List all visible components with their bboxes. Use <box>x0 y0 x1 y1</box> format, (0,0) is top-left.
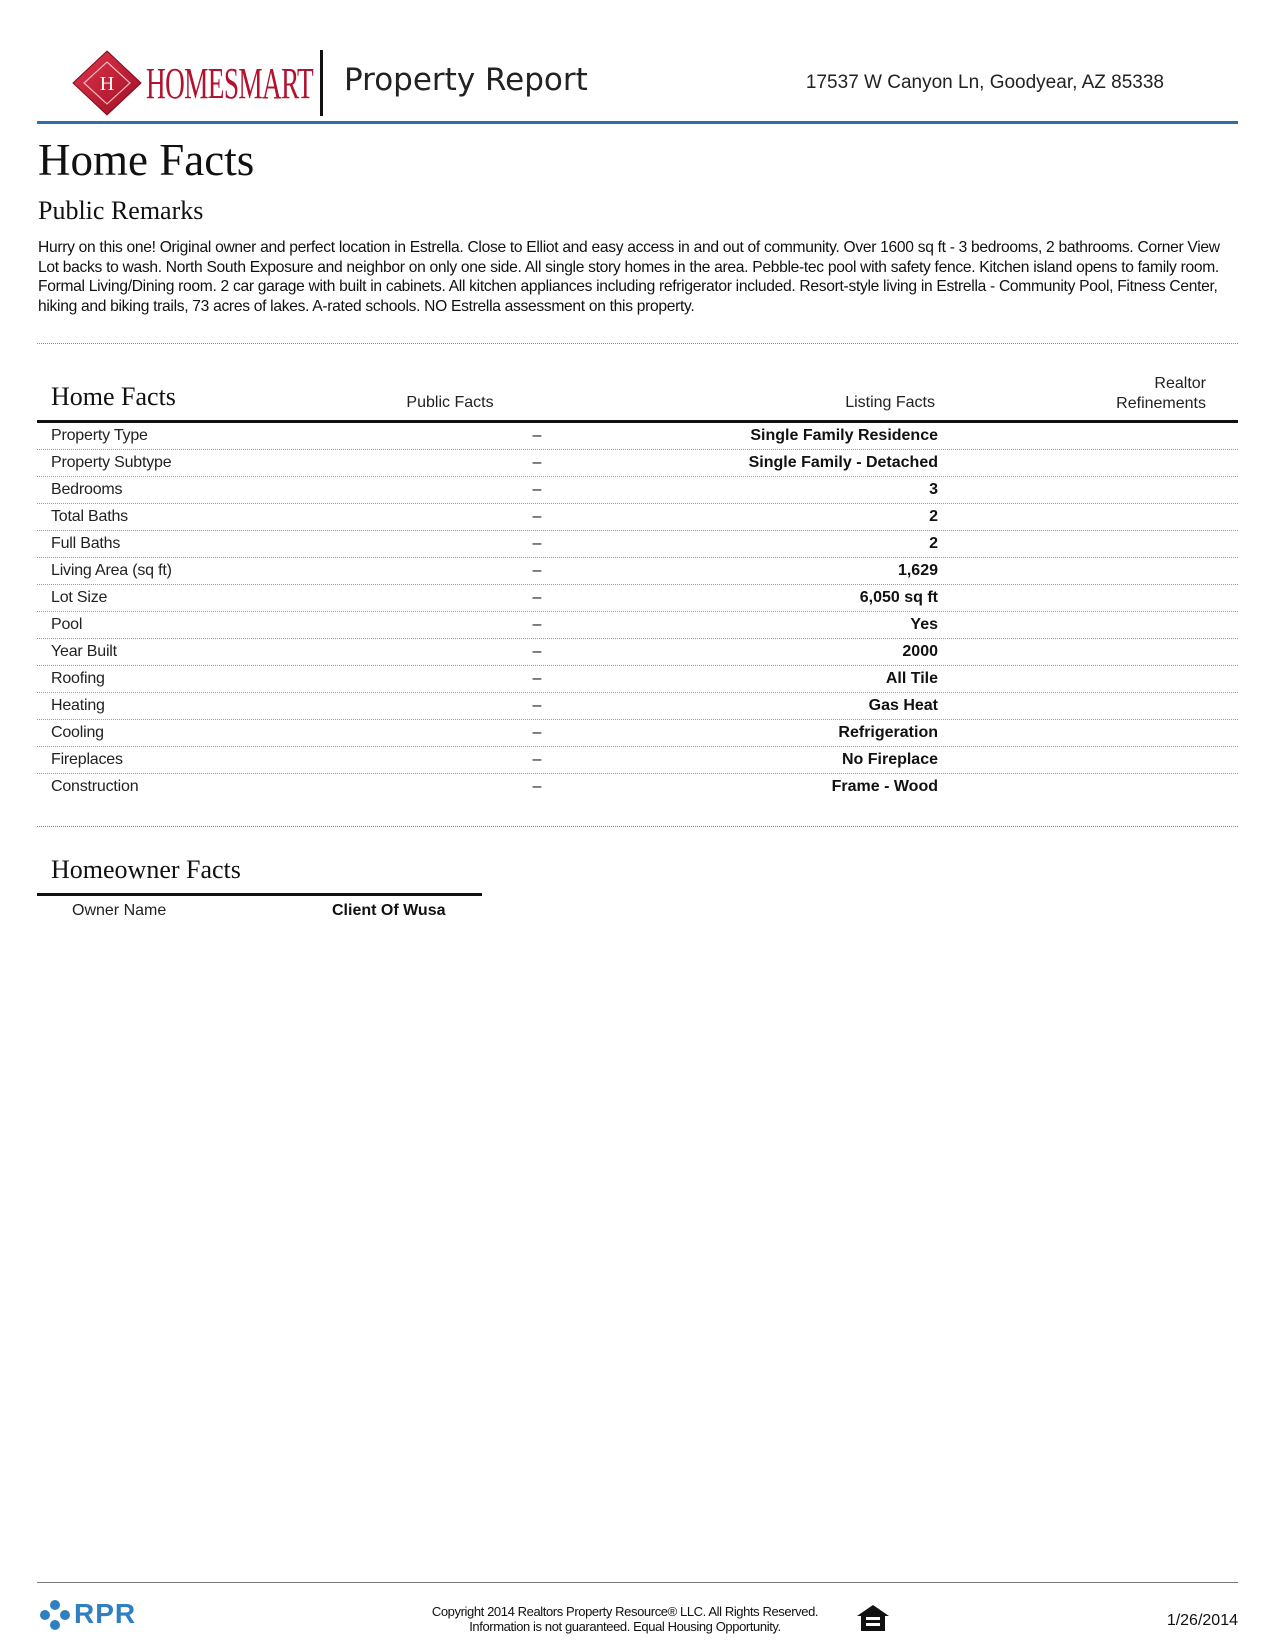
table-row <box>37 531 1238 558</box>
homesmart-logo <box>70 48 314 118</box>
fact-label: Full Baths <box>51 535 121 552</box>
listing-fact-value: 1,629 <box>897 562 938 579</box>
rpr-wordmark: RPR <box>74 1598 137 1629</box>
public-remarks-text: Hurry on this one! Original owner and perfect location in Estrella. Close to Elliot and easy access in and out of community. Over 1600 sq ft - 3 bedrooms, 2 bathrooms. Corner View Lot backs to wash. North South Exposure and neighbor on only one side. All single story homes in the area. Pebble-tec pool with safety fence. Kitchen island opens to family room. Formal Living/Dining room. 2 car garage with built in cabinets. All kitchen appliances including refrigerator included. Resort-style living in Estrella - Community Pool, Fitness Center, hiking and biking trails, 73 acres of lakes. A-rated schools. NO Estrella assessment on this property. <box>38 239 1220 315</box>
fact-label: Total Baths <box>51 508 128 525</box>
public-fact-value: – <box>532 616 542 633</box>
footer-copyright <box>390 1604 860 1634</box>
table-row <box>37 423 1238 450</box>
table-row <box>37 639 1238 666</box>
homesmart-diamond-icon <box>70 48 144 118</box>
fact-label: Heating <box>51 697 105 714</box>
public-fact-value: – <box>532 751 542 768</box>
public-fact-value: – <box>532 697 542 714</box>
public-fact-value: – <box>532 508 542 525</box>
footer-rule <box>37 1582 1238 1583</box>
listing-fact-value: Gas Heat <box>868 697 938 714</box>
public-fact-value: – <box>532 427 542 444</box>
listing-fact-value: Frame - Wood <box>831 778 938 795</box>
fact-label: Year Built <box>51 643 117 660</box>
realtor-header-line2: Refinements <box>1116 395 1206 412</box>
public-fact-value: – <box>532 481 542 498</box>
column-header-listing-facts: Listing Facts <box>845 394 935 411</box>
fact-label: Construction <box>51 778 139 795</box>
equal-housing-opportunity-icon <box>856 1603 890 1633</box>
homeowner-facts-rule <box>37 893 482 896</box>
table-row <box>37 477 1238 504</box>
fact-label: Fireplaces <box>51 751 123 768</box>
fact-label: Cooling <box>51 724 104 741</box>
table-row <box>37 774 1238 800</box>
copyright-line: Copyright 2014 Realtors Property Resource® LLC. All Rights Reserved. <box>431 1604 819 1619</box>
owner-name-label: Owner Name <box>72 902 167 919</box>
listing-fact-value: 2 <box>929 535 938 552</box>
fact-label: Living Area (sq ft) <box>51 562 172 579</box>
fact-label: Roofing <box>51 670 105 687</box>
home-facts-heading: Home Facts <box>51 382 176 411</box>
report-date: 1/26/2014 <box>1166 1612 1238 1629</box>
listing-fact-value: No Fireplace <box>841 751 938 768</box>
public-fact-value: – <box>532 670 542 687</box>
table-row <box>37 693 1238 720</box>
public-fact-value: – <box>532 454 542 471</box>
report-title: Property Report <box>344 62 588 98</box>
table-row <box>37 666 1238 693</box>
fact-label: Property Type <box>51 427 148 444</box>
table-row <box>37 450 1238 477</box>
owner-name-value: Client Of Wusa <box>332 902 446 919</box>
table-row <box>37 720 1238 747</box>
public-fact-value: – <box>532 778 542 795</box>
public-fact-value: – <box>532 724 542 741</box>
listing-fact-value: Yes <box>910 616 938 633</box>
column-header-public-facts: Public Facts <box>406 394 494 411</box>
fact-label: Lot Size <box>51 589 108 606</box>
public-remarks-heading: Public Remarks <box>38 196 204 225</box>
public-fact-value: – <box>532 535 542 552</box>
header-divider <box>320 50 323 116</box>
brand-wordmark: HOMESMART <box>146 59 314 108</box>
public-fact-value: – <box>532 643 542 660</box>
table-row <box>37 558 1238 585</box>
section-divider <box>37 343 1238 344</box>
listing-fact-value: All Tile <box>885 670 938 687</box>
listing-fact-value: Single Family - Detached <box>748 454 938 471</box>
fact-label: Pool <box>51 616 83 633</box>
listing-fact-value: 2000 <box>902 643 938 660</box>
listing-fact-value: 6,050 sq ft <box>859 589 938 606</box>
fact-label: Bedrooms <box>51 481 123 498</box>
page-title: Home Facts <box>38 135 255 185</box>
public-fact-value: – <box>532 562 542 579</box>
disclaimer-line: Information is not guaranteed. Equal Housing Opportunity. <box>469 1619 781 1634</box>
listing-fact-value: 2 <box>929 508 938 525</box>
table-row <box>37 585 1238 612</box>
table-row <box>37 747 1238 774</box>
property-address: 17537 W Canyon Ln, Goodyear, AZ 85338 <box>805 72 1164 93</box>
svg-text:H: H <box>99 73 115 95</box>
table-row <box>37 504 1238 531</box>
homeowner-facts-heading: Homeowner Facts <box>51 855 241 884</box>
listing-fact-value: Single Family Residence <box>750 427 938 444</box>
listing-fact-value: Refrigeration <box>838 724 938 741</box>
section-divider <box>37 826 1238 827</box>
realtor-header-line1: Realtor <box>1154 375 1206 392</box>
column-header-realtor-refinements <box>1116 374 1206 414</box>
home-facts-table <box>37 423 1238 800</box>
fact-label: Property Subtype <box>51 454 172 471</box>
listing-fact-value: 3 <box>929 481 938 498</box>
table-row <box>37 612 1238 639</box>
rpr-logo <box>38 1598 148 1632</box>
public-fact-value: – <box>532 589 542 606</box>
header-rule <box>37 121 1238 124</box>
rpr-icon <box>38 1598 72 1632</box>
